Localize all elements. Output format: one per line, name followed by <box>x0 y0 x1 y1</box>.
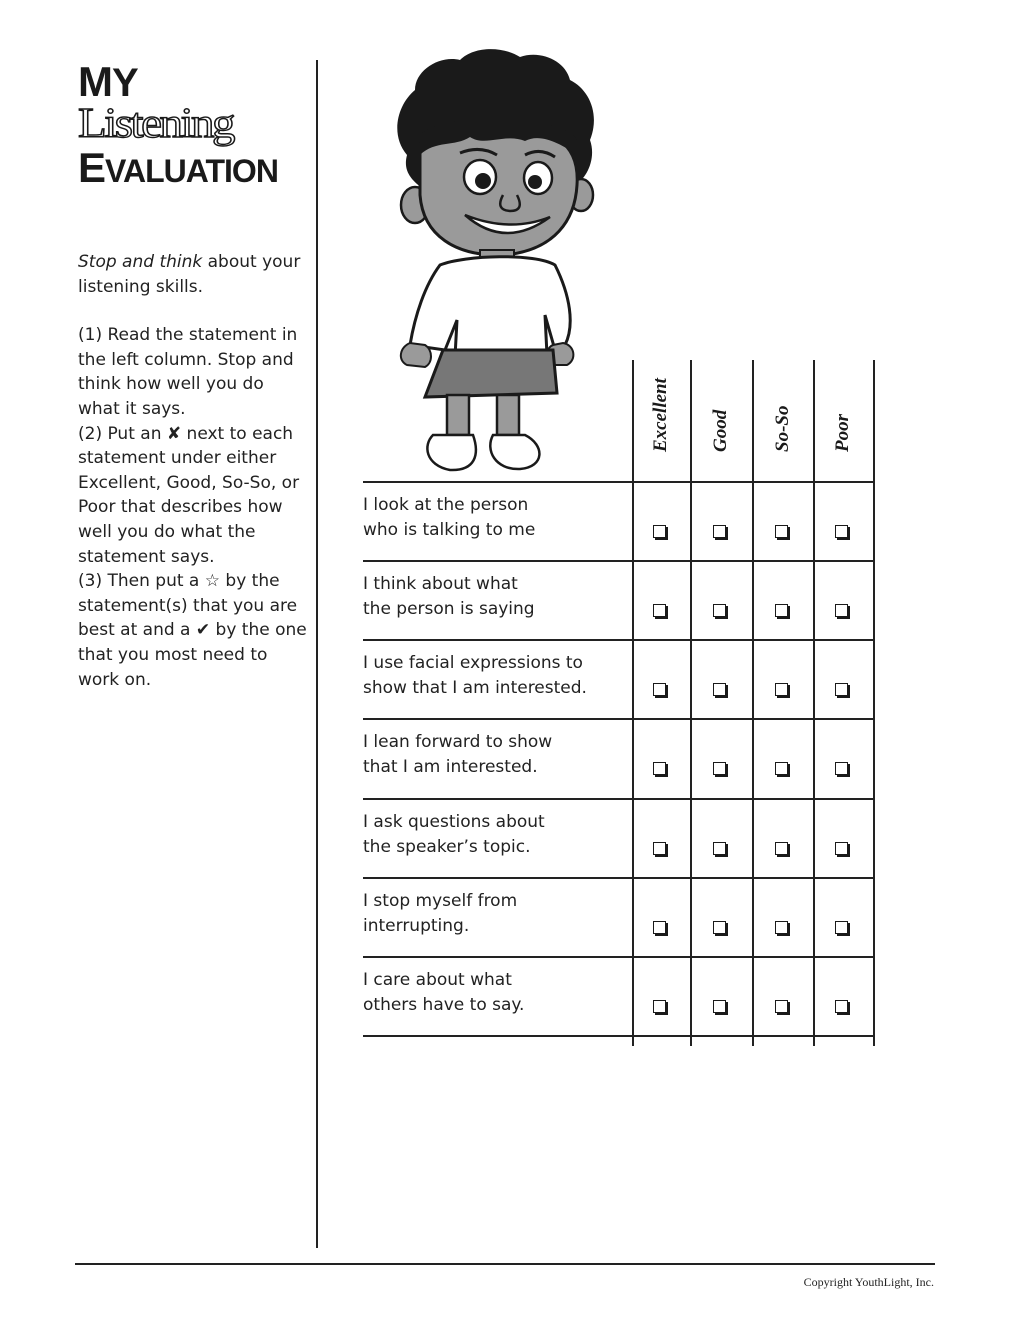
column-divider <box>873 360 875 1046</box>
instructions-step-1: (1) Read the statement in the left column. Stop and think how well you do what it says. <box>78 325 298 419</box>
rating-checkbox-soso[interactable] <box>775 1000 788 1013</box>
rating-checkbox-poor[interactable] <box>835 921 848 934</box>
row-divider <box>363 639 875 641</box>
rating-checkbox-poor[interactable] <box>835 762 848 775</box>
row-divider <box>363 1035 875 1037</box>
column-divider <box>632 360 634 1046</box>
rating-checkbox-poor[interactable] <box>835 525 848 538</box>
row-divider <box>363 877 875 879</box>
rating-checkbox-good[interactable] <box>713 683 726 696</box>
column-divider <box>813 360 815 1046</box>
rating-checkbox-soso[interactable] <box>775 683 788 696</box>
rating-checkbox-excellent[interactable] <box>653 842 666 855</box>
statement-line: who is talking to me <box>363 520 536 540</box>
statement-text <box>363 493 623 543</box>
rating-checkbox-soso[interactable] <box>775 842 788 855</box>
statement-line: the person is saying <box>363 599 535 619</box>
statement-line: I use facial expressions to <box>363 653 583 673</box>
statement-line: the speaker’s topic. <box>363 837 531 857</box>
child-illustration <box>385 45 625 475</box>
statement-line: I care about what <box>363 970 512 990</box>
statement-line: I stop myself from <box>363 891 518 911</box>
rating-checkbox-excellent[interactable] <box>653 921 666 934</box>
statement-text <box>363 968 623 1018</box>
column-header-soso: So-So <box>771 405 793 452</box>
column-header-excellent: Excellent <box>650 378 671 452</box>
rating-checkbox-excellent[interactable] <box>653 525 666 538</box>
rating-checkbox-poor[interactable] <box>835 683 848 696</box>
rating-checkbox-good[interactable] <box>713 604 726 617</box>
statement-line: show that I am interested. <box>363 678 587 698</box>
rating-checkbox-poor[interactable] <box>835 1000 848 1013</box>
statement-line: I look at the person <box>363 495 529 515</box>
footer-rule <box>75 1263 935 1265</box>
vertical-divider <box>316 60 318 1248</box>
title-word-listening: Listening <box>78 100 234 147</box>
x-mark-icon: ✘ <box>166 423 182 444</box>
row-divider <box>363 481 875 483</box>
check-mark-icon: ✔ <box>195 620 211 641</box>
instructions-step-2: (2) Put an ✘ next to each statement under either Excellent, Good, So-So, or Poor that describes how well you do what the statement says. <box>78 423 300 567</box>
column-divider <box>690 360 692 1046</box>
column-header-good: Good <box>710 409 731 452</box>
star-icon: ☆ <box>204 571 220 592</box>
rating-checkbox-soso[interactable] <box>775 604 788 617</box>
statement-line: I ask questions about <box>363 812 545 832</box>
statement-line: interrupting. <box>363 916 470 936</box>
rating-checkbox-soso[interactable] <box>775 762 788 775</box>
instructions <box>78 250 308 692</box>
page-title <box>78 58 308 191</box>
row-divider <box>363 718 875 720</box>
column-divider <box>752 360 754 1046</box>
instructions-step-3: (3) Then put a ☆ by the statement(s) that you are best at and a ✔ by the one that you most need to work on. <box>78 571 307 690</box>
column-header-poor: Poor <box>832 414 853 452</box>
statement-text <box>363 730 623 780</box>
row-divider <box>363 560 875 562</box>
rating-checkbox-soso[interactable] <box>775 525 788 538</box>
rating-checkbox-soso[interactable] <box>775 921 788 934</box>
rating-checkbox-excellent[interactable] <box>653 683 666 696</box>
statement-line: others have to say. <box>363 995 525 1015</box>
statement-line: that I am interested. <box>363 757 538 777</box>
statement-text <box>363 889 623 939</box>
copyright-notice: Copyright YouthLight, Inc. <box>803 1275 934 1289</box>
rating-checkbox-good[interactable] <box>713 921 726 934</box>
row-divider <box>363 956 875 958</box>
statement-text <box>363 810 623 860</box>
statement-text <box>363 651 623 701</box>
rating-checkbox-good[interactable] <box>713 1000 726 1013</box>
title-word-my: MY <box>78 58 138 105</box>
rating-checkbox-excellent[interactable] <box>653 604 666 617</box>
statement-line: I lean forward to show <box>363 732 553 752</box>
rating-checkbox-good[interactable] <box>713 762 726 775</box>
rating-checkbox-poor[interactable] <box>835 604 848 617</box>
statement-line: I think about what <box>363 574 518 594</box>
rating-checkbox-good[interactable] <box>713 842 726 855</box>
rating-checkbox-excellent[interactable] <box>653 1000 666 1013</box>
title-word-evaluation: EVALUATION <box>78 144 278 191</box>
rating-checkbox-excellent[interactable] <box>653 762 666 775</box>
rating-checkbox-good[interactable] <box>713 525 726 538</box>
instructions-intro: Stop and think about your listening skills. <box>78 252 301 297</box>
rating-checkbox-poor[interactable] <box>835 842 848 855</box>
row-divider <box>363 798 875 800</box>
statement-text <box>363 572 623 622</box>
